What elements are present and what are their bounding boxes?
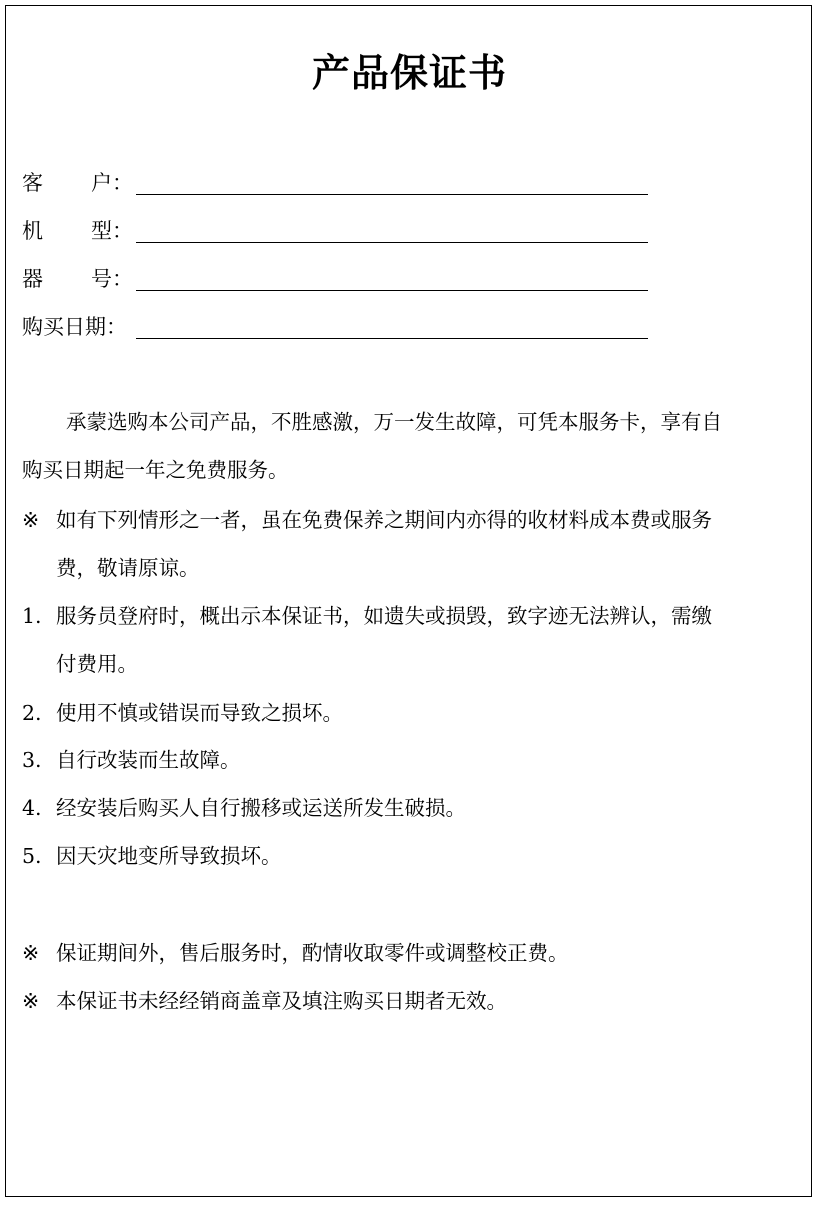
- customer-input-line[interactable]: [136, 194, 648, 195]
- note-text: 保证期间外，售后服务时，酌情收取零件或调整校正费。: [56, 941, 569, 965]
- purchase-date-input-line[interactable]: [136, 338, 648, 339]
- document-title: 产品保证书: [311, 51, 507, 95]
- reference-mark-icon: ※: [22, 941, 40, 965]
- list-item-text: 服务员登府时，概出示本保证书，如遗失或损毁，致字迹无法辨认，需缴: [56, 604, 712, 628]
- serial-number-label: 器 号：: [22, 267, 133, 291]
- list-number: 3.: [22, 748, 42, 772]
- exception-note-line-1: 如有下列情形之一者，虽在免费保养之期间内亦得的收材料成本费或服务: [56, 508, 712, 532]
- serial-number-field: [22, 264, 662, 294]
- customer-field: [22, 168, 662, 198]
- intro-line-2: 购买日期起一年之免费服务。: [22, 458, 289, 482]
- list-number: 4.: [22, 796, 42, 820]
- reference-mark-icon: ※: [22, 989, 40, 1013]
- note-text: 本保证书未经经销商盖章及填注购买日期者无效。: [56, 989, 507, 1013]
- reference-mark-icon: ※: [22, 508, 40, 532]
- purchase-date-label: 购买日期：: [22, 315, 127, 339]
- model-label: 机 型：: [22, 219, 133, 243]
- customer-label: 客 户：: [22, 171, 133, 195]
- list-item-text: 因天灾地变所导致损坏。: [56, 844, 282, 868]
- list-number: 2.: [22, 701, 42, 725]
- list-number: 5.: [22, 844, 42, 868]
- list-item-text: 经安装后购买人自行搬移或运送所发生破损。: [56, 796, 466, 820]
- intro-line-1: 承蒙选购本公司产品，不胜感激，万一发生故障，可凭本服务卡，享有自: [66, 410, 722, 434]
- model-field: [22, 216, 662, 246]
- list-item-text: 付费用。: [56, 652, 138, 676]
- exception-note-line-2: 费，敬请原谅。: [56, 556, 200, 580]
- serial-number-input-line[interactable]: [136, 290, 648, 291]
- purchase-date-field: [22, 312, 662, 342]
- list-item-text: 自行改装而生故障。: [56, 748, 241, 772]
- model-input-line[interactable]: [136, 242, 648, 243]
- list-number: 1.: [22, 604, 42, 628]
- list-item-text: 使用不慎或错误而导致之损坏。: [56, 701, 343, 725]
